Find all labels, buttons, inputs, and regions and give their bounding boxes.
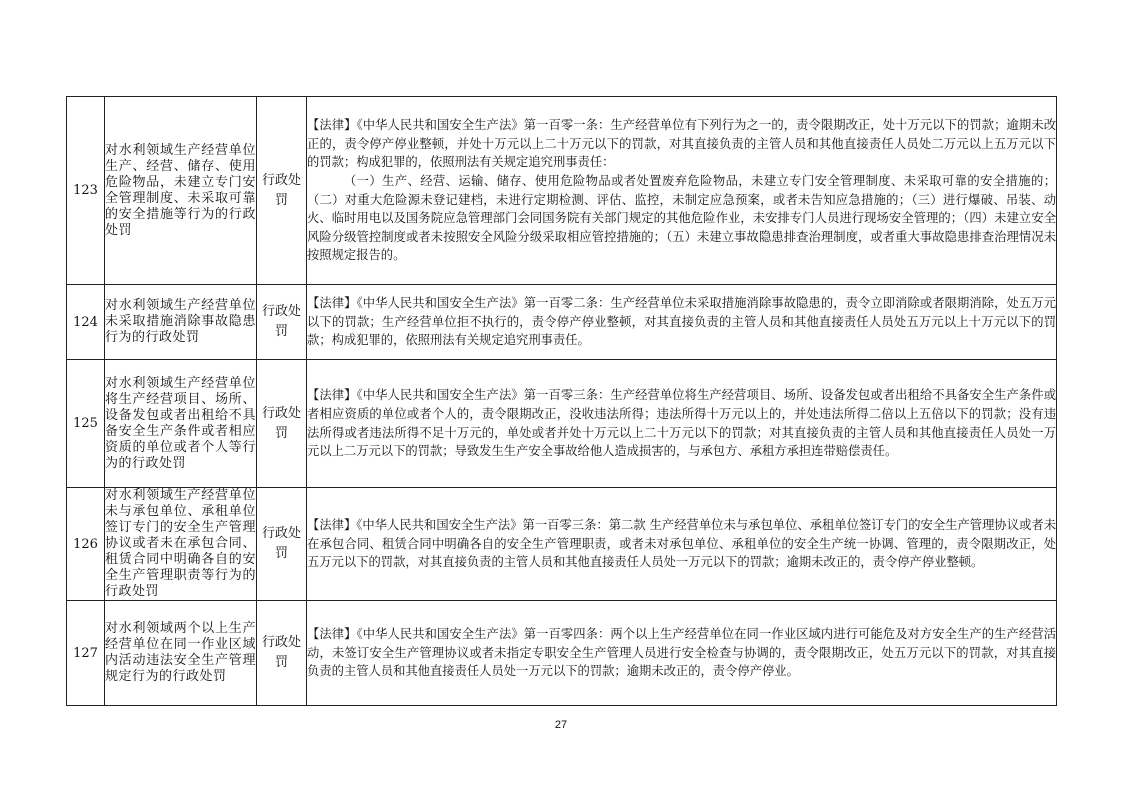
table-row <box>67 97 1057 285</box>
item-name: 对水利领域生产经营单位未与承包单位、承租单位签订专门的安全生产管理协议或者未在承包合同、租赁合同中明确各自的安全生产管理职责等行为的行政处罚 <box>105 488 256 599</box>
legal-basis <box>307 488 1057 601</box>
page-number: 27 <box>554 719 568 731</box>
legal-basis-items: （一）生产、经营、运输、储存、使用危险物品或者处置废弃危险物品，未建立专门安全管理制度、未采取可靠的安全措施的；（二）对重大危险源未登记建档，未进行定期检测、评估、监控，未制定应急预案，或者未告知应急措施的；（三）进行爆破、吊装、动火、临时用电以及国务院应急管理部门会同国务院有关部门规定的其他危险作业，未安排专门人员进行现场安全管理的；（四）未建立安全风险分级管控制度或者未按照安全风险分级采取相应管控措施的；（五）未建立事故隐患排查治理制度，或者重大事故隐患排查治理情况未按照规定报告的。 <box>307 173 1056 263</box>
legal-basis <box>307 360 1057 488</box>
legal-basis-text: 【法律】《中华人民共和国安全生产法》第一百零三条：第二款 生产经营单位未与承包单位、承租单位签订专门的安全生产管理协议或者未在承包合同、租赁合同中明确各自的安全生产管理职责，或者未对承包单位、承租单位的安全生产统一协调、管理的，责令限期改正，处五万元以下的罚款，对其直接负责的主管人员和其他直接责任人员处一万元以下的罚款；逾期未改正的，责令停产停业整顿。 <box>307 518 1056 570</box>
enforcement-table <box>66 96 1057 706</box>
item-name: 对水利领域两个以上生产经营单位在同一作业区域内活动违法安全生产管理规定行为的行政处罚 <box>105 601 257 706</box>
table-row <box>67 601 1057 706</box>
item-number: 125 <box>67 360 105 488</box>
item-type: 行政处罚 <box>257 601 307 706</box>
table-row <box>67 285 1057 360</box>
legal-basis <box>307 601 1057 706</box>
item-name: 对水利领域生产经营单位未采取措施消除事故隐患行为的行政处罚 <box>105 285 257 360</box>
item-number: 124 <box>67 285 105 360</box>
table-row <box>67 488 1057 601</box>
legal-basis-text: 【法律】《中华人民共和国安全生产法》第一百零二条：生产经营单位未采取措施消除事故隐患的，责令立即消除或者限期消除，处五万元以下的罚款；生产经营单位拒不执行的，责令停产停业整顿，对其直接负责的主管人员和其他直接责任人员处五万元以上十万元以下的罚款；构成犯罪的，依照刑法有关规定追究刑事责任。 <box>307 296 1056 348</box>
item-number: 127 <box>67 601 105 706</box>
item-name: 对水利领域生产经营单位生产、经营、储存、使用危险物品，未建立专门安全管理制度、未采取可靠的安全措施等行为的行政处罚 <box>105 97 257 285</box>
item-type: 行政处罚 <box>257 360 307 488</box>
legal-basis <box>307 97 1057 285</box>
item-type: 行政处罚 <box>257 97 307 285</box>
legal-basis-text: 【法律】《中华人民共和国安全生产法》第一百零一条：生产经营单位有下列行为之一的，责令限期改正，处十万元以下的罚款；逾期未改正的，责令停产停业整顿，并处十万元以上二十万元以下的罚款，对其直接负责的主管人员和其他直接责任人员处二万元以上五万元以下的罚款；构成犯罪的，依照刑法有关规定追究刑事责任： <box>307 118 1056 170</box>
table-row <box>67 360 1057 488</box>
item-number: 123 <box>67 97 105 285</box>
legal-basis-text: 【法律】《中华人民共和国安全生产法》第一百零三条：生产经营单位将生产经营项目、场所、设备发包或者出租给不具备安全生产条件或者相应资质的单位或者个人的，责令限期改正，没收违法所得；违法所得十万元以上的，并处违法所得二倍以上五倍以下的罚款；没有违法所得或者违法所得不足十万元的，单处或者并处十万元以上二十万元以下的罚款；对其直接负责的主管人员和其他直接责任人员处一万元以上二万元以下的罚款；导致发生生产安全事故给他人造成损害的，与承包方、承租方承担连带赔偿责任。 <box>307 388 1056 459</box>
legal-basis <box>307 285 1057 360</box>
item-type: 行政处罚 <box>257 488 307 601</box>
legal-basis-text: 【法律】《中华人民共和国安全生产法》第一百零四条：两个以上生产经营单位在同一作业区域内进行可能危及对方安全生产的生产经营活动，未签订安全生产管理协议或者未指定专职安全生产管理人员进行安全检查与协调的，责令限期改正，处五万元以下的罚款，对其直接负责的主管人员和其他直接责任人员处一万元以下的罚款；逾期未改正的，责令停产停业。 <box>307 627 1056 679</box>
item-name: 对水利领域生产经营单位将生产经营项目、场所、设备发包或者出租给不具备安全生产条件或者相应资质的单位或者个人等行为的行政处罚 <box>105 360 257 488</box>
item-type: 行政处罚 <box>257 285 307 360</box>
item-number: 126 <box>67 488 105 601</box>
